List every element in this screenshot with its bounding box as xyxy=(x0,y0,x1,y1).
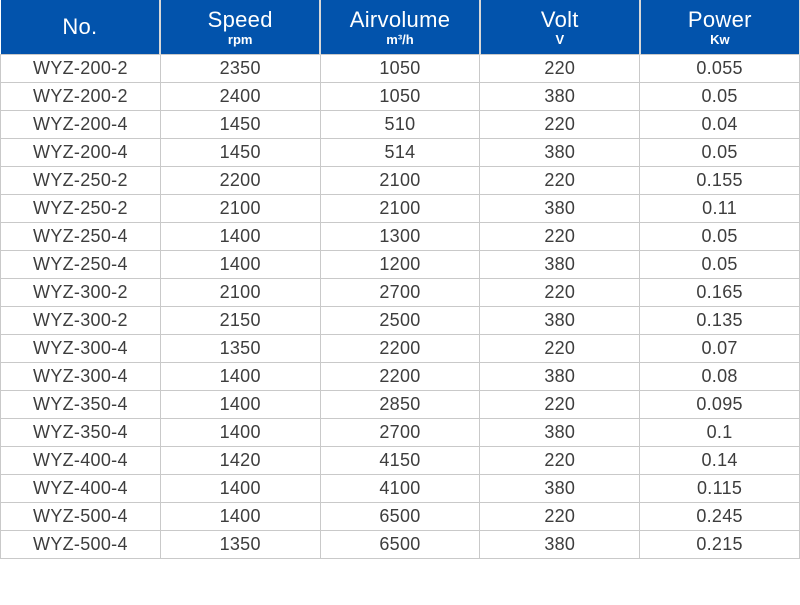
table-row xyxy=(1,306,800,334)
table-cell-no: WYZ-350-4 xyxy=(1,418,161,446)
table-row xyxy=(1,110,800,138)
table-cell-volt: 380 xyxy=(480,138,640,166)
table-cell-no: WYZ-500-4 xyxy=(1,502,161,530)
table-row xyxy=(1,82,800,110)
col-header-airvolume xyxy=(320,0,480,54)
table-cell-speed: 1400 xyxy=(160,418,320,446)
col-header-power xyxy=(640,0,800,54)
table-cell-speed: 2100 xyxy=(160,194,320,222)
table-cell-no: WYZ-300-4 xyxy=(1,362,161,390)
table-cell-speed: 2100 xyxy=(160,278,320,306)
table-cell-volt: 220 xyxy=(480,278,640,306)
table-cell-airvolume: 1200 xyxy=(320,250,480,278)
table-cell-power: 0.11 xyxy=(640,194,800,222)
table-cell-airvolume: 1050 xyxy=(320,82,480,110)
col-unit-airvolume: m³/h xyxy=(386,31,414,47)
table-cell-power: 0.14 xyxy=(640,446,800,474)
table-cell-no: WYZ-400-4 xyxy=(1,474,161,502)
table-cell-power: 0.155 xyxy=(640,166,800,194)
col-label-power: Power xyxy=(687,6,752,32)
table-row xyxy=(1,474,800,502)
table-row xyxy=(1,334,800,362)
table-row xyxy=(1,278,800,306)
table-cell-power: 0.05 xyxy=(640,250,800,278)
table-cell-power: 0.165 xyxy=(640,278,800,306)
table-cell-volt: 220 xyxy=(480,334,640,362)
table-cell-no: WYZ-250-2 xyxy=(1,194,161,222)
col-unit-volt: V xyxy=(555,31,565,47)
table-cell-volt: 220 xyxy=(480,166,640,194)
table-row xyxy=(1,222,800,250)
table-cell-power: 0.05 xyxy=(640,222,800,250)
table-cell-volt: 380 xyxy=(480,194,640,222)
table-cell-volt: 380 xyxy=(480,474,640,502)
table-cell-volt: 380 xyxy=(480,530,640,558)
table-row xyxy=(1,54,800,82)
table-body xyxy=(1,54,800,558)
table-cell-volt: 220 xyxy=(480,446,640,474)
table-cell-airvolume: 2100 xyxy=(320,166,480,194)
table-cell-no: WYZ-350-4 xyxy=(1,390,161,418)
table-cell-power: 0.245 xyxy=(640,502,800,530)
table-cell-no: WYZ-300-2 xyxy=(1,278,161,306)
table-cell-speed: 1350 xyxy=(160,334,320,362)
col-label-no: No. xyxy=(62,14,98,40)
table-cell-power: 0.07 xyxy=(640,334,800,362)
col-label-airvolume: Airvolume xyxy=(349,6,451,32)
table-cell-speed: 2350 xyxy=(160,54,320,82)
table-cell-power: 0.05 xyxy=(640,82,800,110)
table-cell-no: WYZ-400-4 xyxy=(1,446,161,474)
table-cell-no: WYZ-250-4 xyxy=(1,222,161,250)
table-cell-airvolume: 4100 xyxy=(320,474,480,502)
table-header xyxy=(1,0,800,54)
table-cell-airvolume: 2850 xyxy=(320,390,480,418)
table-cell-airvolume: 2700 xyxy=(320,418,480,446)
col-label-speed: Speed xyxy=(207,6,273,32)
table-cell-power: 0.055 xyxy=(640,54,800,82)
table-row xyxy=(1,362,800,390)
col-header-speed xyxy=(160,0,320,54)
table-cell-speed: 2200 xyxy=(160,166,320,194)
table-cell-no: WYZ-200-2 xyxy=(1,54,161,82)
table-cell-speed: 1450 xyxy=(160,138,320,166)
table-cell-no: WYZ-200-4 xyxy=(1,110,161,138)
table-cell-no: WYZ-300-4 xyxy=(1,334,161,362)
col-unit-speed: rpm xyxy=(227,31,253,47)
col-header-volt xyxy=(480,0,640,54)
table-cell-airvolume: 1050 xyxy=(320,54,480,82)
table-cell-power: 0.04 xyxy=(640,110,800,138)
table-row xyxy=(1,390,800,418)
table-header-row xyxy=(1,0,800,54)
table-cell-airvolume: 2100 xyxy=(320,194,480,222)
table-cell-no: WYZ-250-4 xyxy=(1,250,161,278)
table-cell-volt: 220 xyxy=(480,222,640,250)
table-cell-volt: 220 xyxy=(480,502,640,530)
table-cell-airvolume: 6500 xyxy=(320,530,480,558)
table-cell-power: 0.1 xyxy=(640,418,800,446)
table-cell-airvolume: 514 xyxy=(320,138,480,166)
table-cell-airvolume: 2500 xyxy=(320,306,480,334)
table-cell-speed: 1420 xyxy=(160,446,320,474)
table-cell-volt: 380 xyxy=(480,82,640,110)
col-unit-power: Kw xyxy=(710,31,730,47)
table-cell-no: WYZ-200-2 xyxy=(1,82,161,110)
table-cell-power: 0.05 xyxy=(640,138,800,166)
table-row xyxy=(1,166,800,194)
table-cell-no: WYZ-500-4 xyxy=(1,530,161,558)
table-cell-volt: 380 xyxy=(480,250,640,278)
table-row xyxy=(1,446,800,474)
table-cell-airvolume: 1300 xyxy=(320,222,480,250)
table-row xyxy=(1,502,800,530)
table-cell-speed: 2150 xyxy=(160,306,320,334)
table-cell-no: WYZ-200-4 xyxy=(1,138,161,166)
table-cell-power: 0.135 xyxy=(640,306,800,334)
table-row xyxy=(1,418,800,446)
table-cell-power: 0.08 xyxy=(640,362,800,390)
col-label-volt: Volt xyxy=(540,6,579,32)
table-cell-power: 0.115 xyxy=(640,474,800,502)
table-cell-speed: 1450 xyxy=(160,110,320,138)
table-cell-volt: 380 xyxy=(480,418,640,446)
table-row xyxy=(1,530,800,558)
table-cell-volt: 220 xyxy=(480,54,640,82)
table-row xyxy=(1,138,800,166)
table-cell-airvolume: 2700 xyxy=(320,278,480,306)
table-cell-speed: 1400 xyxy=(160,390,320,418)
table-cell-speed: 1400 xyxy=(160,362,320,390)
col-header-no xyxy=(1,0,161,54)
table-cell-volt: 380 xyxy=(480,306,640,334)
table-cell-speed: 1400 xyxy=(160,474,320,502)
table-cell-no: WYZ-250-2 xyxy=(1,166,161,194)
table-cell-airvolume: 2200 xyxy=(320,362,480,390)
table-cell-airvolume: 6500 xyxy=(320,502,480,530)
table-cell-speed: 2400 xyxy=(160,82,320,110)
table-cell-volt: 220 xyxy=(480,110,640,138)
table-row xyxy=(1,194,800,222)
table-cell-speed: 1350 xyxy=(160,530,320,558)
table-cell-airvolume: 2200 xyxy=(320,334,480,362)
table-row xyxy=(1,250,800,278)
table-cell-speed: 1400 xyxy=(160,250,320,278)
table-cell-speed: 1400 xyxy=(160,222,320,250)
table-cell-power: 0.215 xyxy=(640,530,800,558)
table-cell-volt: 380 xyxy=(480,362,640,390)
table-cell-no: WYZ-300-2 xyxy=(1,306,161,334)
table-cell-volt: 220 xyxy=(480,390,640,418)
table-cell-airvolume: 510 xyxy=(320,110,480,138)
table-cell-power: 0.095 xyxy=(640,390,800,418)
table-cell-speed: 1400 xyxy=(160,502,320,530)
table-cell-airvolume: 4150 xyxy=(320,446,480,474)
